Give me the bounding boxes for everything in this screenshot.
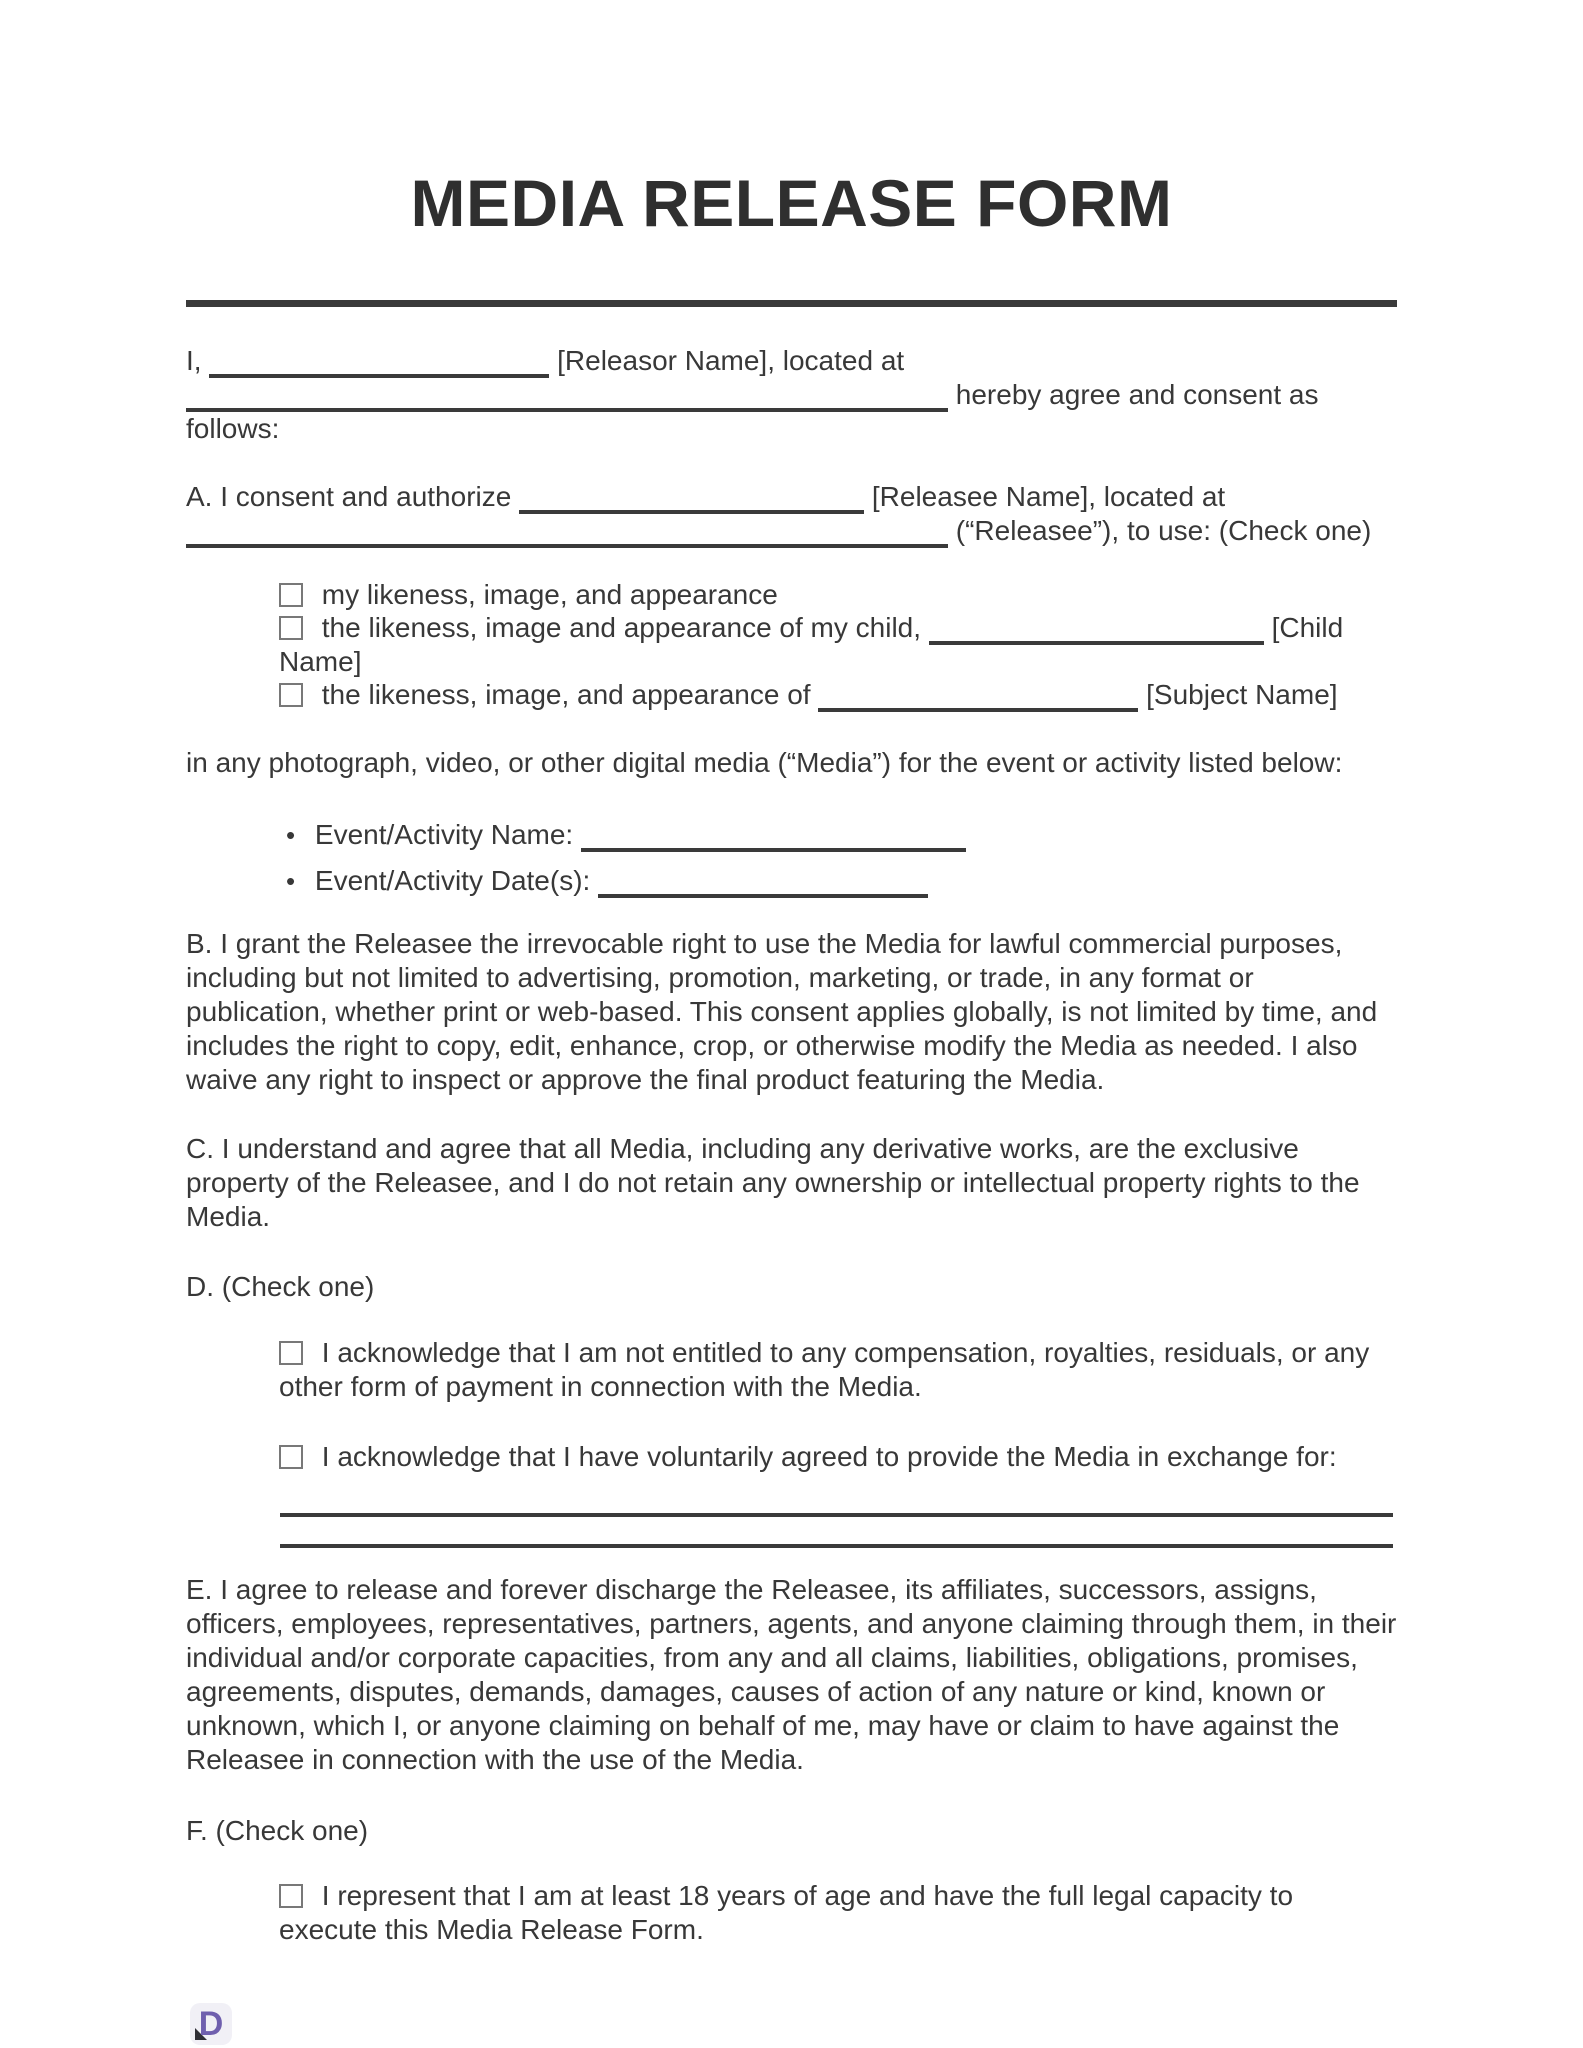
releasee-name-field[interactable] — [519, 480, 864, 514]
releasor-address-field[interactable] — [186, 378, 948, 412]
checkbox-exchange[interactable] — [279, 1445, 303, 1469]
title-divider — [186, 300, 1397, 307]
section-b-paragraph: B. I grant the Releasee the irrevocable right to use the Media for lawful commercial purposes, including but not limited to advertising, promotion, marketing, or trade, in any format or publication, whether print or web-based. This consent applies globally, is not limited by time, and includes the right to copy, edit, enhance, crop, or otherwise modify the Media as needed. I also waive any right to inspect or approve the final product featuring the Media. — [186, 928, 1378, 1095]
event-date-item — [286, 864, 1397, 898]
checkbox-child-likeness[interactable] — [279, 616, 303, 640]
subject-name-field[interactable] — [818, 678, 1138, 712]
media-clause-text: in any photograph, video, or other digital media (“Media”) for the event or activity listed below: — [186, 747, 1343, 778]
option-child-likeness — [279, 611, 1397, 678]
child-name-placeholder: [Child Name] — [279, 612, 1344, 677]
checkbox-my-likeness[interactable] — [279, 583, 303, 607]
event-details-list — [186, 818, 1397, 898]
option-my-likeness — [279, 578, 1397, 611]
event-date-field[interactable] — [598, 864, 928, 898]
section-a-options — [186, 578, 1397, 712]
event-date-label: Event/Activity Date(s): — [314, 865, 591, 896]
option-my-likeness-label: my likeness, image, and appearance — [321, 579, 778, 610]
section-e-paragraph: E. I agree to release and forever discharge the Releasee, its affiliates, successors, assigns, officers, employees, representatives, partners, agents, and anyone claiming through them, in their individual and/or corporate capacities, from any and all claims, liabilities, obligations, promises, agreements, disputes, demands, damages, causes of action of any nature or kind, known or unknown, which I, or anyone claiming on behalf of me, may have or claim to have against the Releasee in connection with the use of the Media. — [186, 1574, 1397, 1775]
bullet-icon: • — [286, 866, 296, 896]
document-title: MEDIA RELEASE FORM — [410, 166, 1173, 240]
checkbox-no-compensation[interactable] — [279, 1341, 303, 1365]
intro-post-text: hereby agree and consent as follows: — [186, 379, 1319, 444]
exchange-line-1[interactable] — [280, 1486, 1393, 1517]
section-f-header: F. (Check one) — [186, 1815, 369, 1846]
option-age-representation — [279, 1879, 1397, 1947]
option-age-representation-label: I represent that I am at least 18 years of age and have the full legal capacity to execute this Media Release Form. — [279, 1880, 1294, 1945]
intro-pre-text: I, — [186, 345, 202, 376]
logo-letter: D — [198, 2005, 224, 2043]
option-no-compensation-label: I acknowledge that I am not entitled to any compensation, royalties, residuals, or any other form of payment in connection with the Media. — [279, 1337, 1370, 1402]
intro-mid-text: [Releasor Name], located at — [557, 345, 905, 376]
option-child-likeness-label: the likeness, image and appearance of my child, — [321, 612, 922, 643]
section-c-paragraph: C. I understand and agree that all Media, including any derivative works, are the exclusive property of the Releasee, and I do not retain any ownership or intellectual property rights to the Media. — [186, 1133, 1360, 1232]
event-name-field[interactable] — [581, 818, 966, 852]
subject-name-placeholder: [Subject Name] — [1146, 679, 1338, 710]
brand-logo-d — [190, 2003, 232, 2045]
intro-paragraph — [186, 344, 1397, 446]
event-name-item — [286, 818, 1397, 852]
option-no-compensation — [279, 1336, 1397, 1404]
releasor-name-field[interactable] — [209, 344, 549, 378]
checkbox-age-representation[interactable] — [279, 1884, 303, 1908]
option-exchange-label: I acknowledge that I have voluntarily agreed to provide the Media in exchange for: — [321, 1441, 1337, 1472]
child-name-field[interactable] — [929, 611, 1264, 645]
checkbox-subject-likeness[interactable] — [279, 683, 303, 707]
option-subject-likeness — [279, 678, 1397, 712]
section-a-mid-text: [Releasee Name], located at — [871, 481, 1226, 512]
exchange-fill-in-lines — [186, 1486, 1397, 1548]
event-name-label: Event/Activity Name: — [314, 819, 574, 850]
option-exchange — [279, 1440, 1397, 1474]
section-d-header: D. (Check one) — [186, 1271, 375, 1302]
option-subject-likeness-label: the likeness, image, and appearance of — [321, 679, 811, 710]
releasee-address-field[interactable] — [186, 514, 948, 548]
section-a-pre-text: A. I consent and authorize — [186, 481, 512, 512]
section-a-paragraph — [186, 480, 1397, 548]
section-a-post-text: (“Releasee”), to use: (Check one) — [955, 515, 1372, 546]
bullet-icon: • — [286, 820, 296, 850]
exchange-line-2[interactable] — [280, 1517, 1393, 1548]
